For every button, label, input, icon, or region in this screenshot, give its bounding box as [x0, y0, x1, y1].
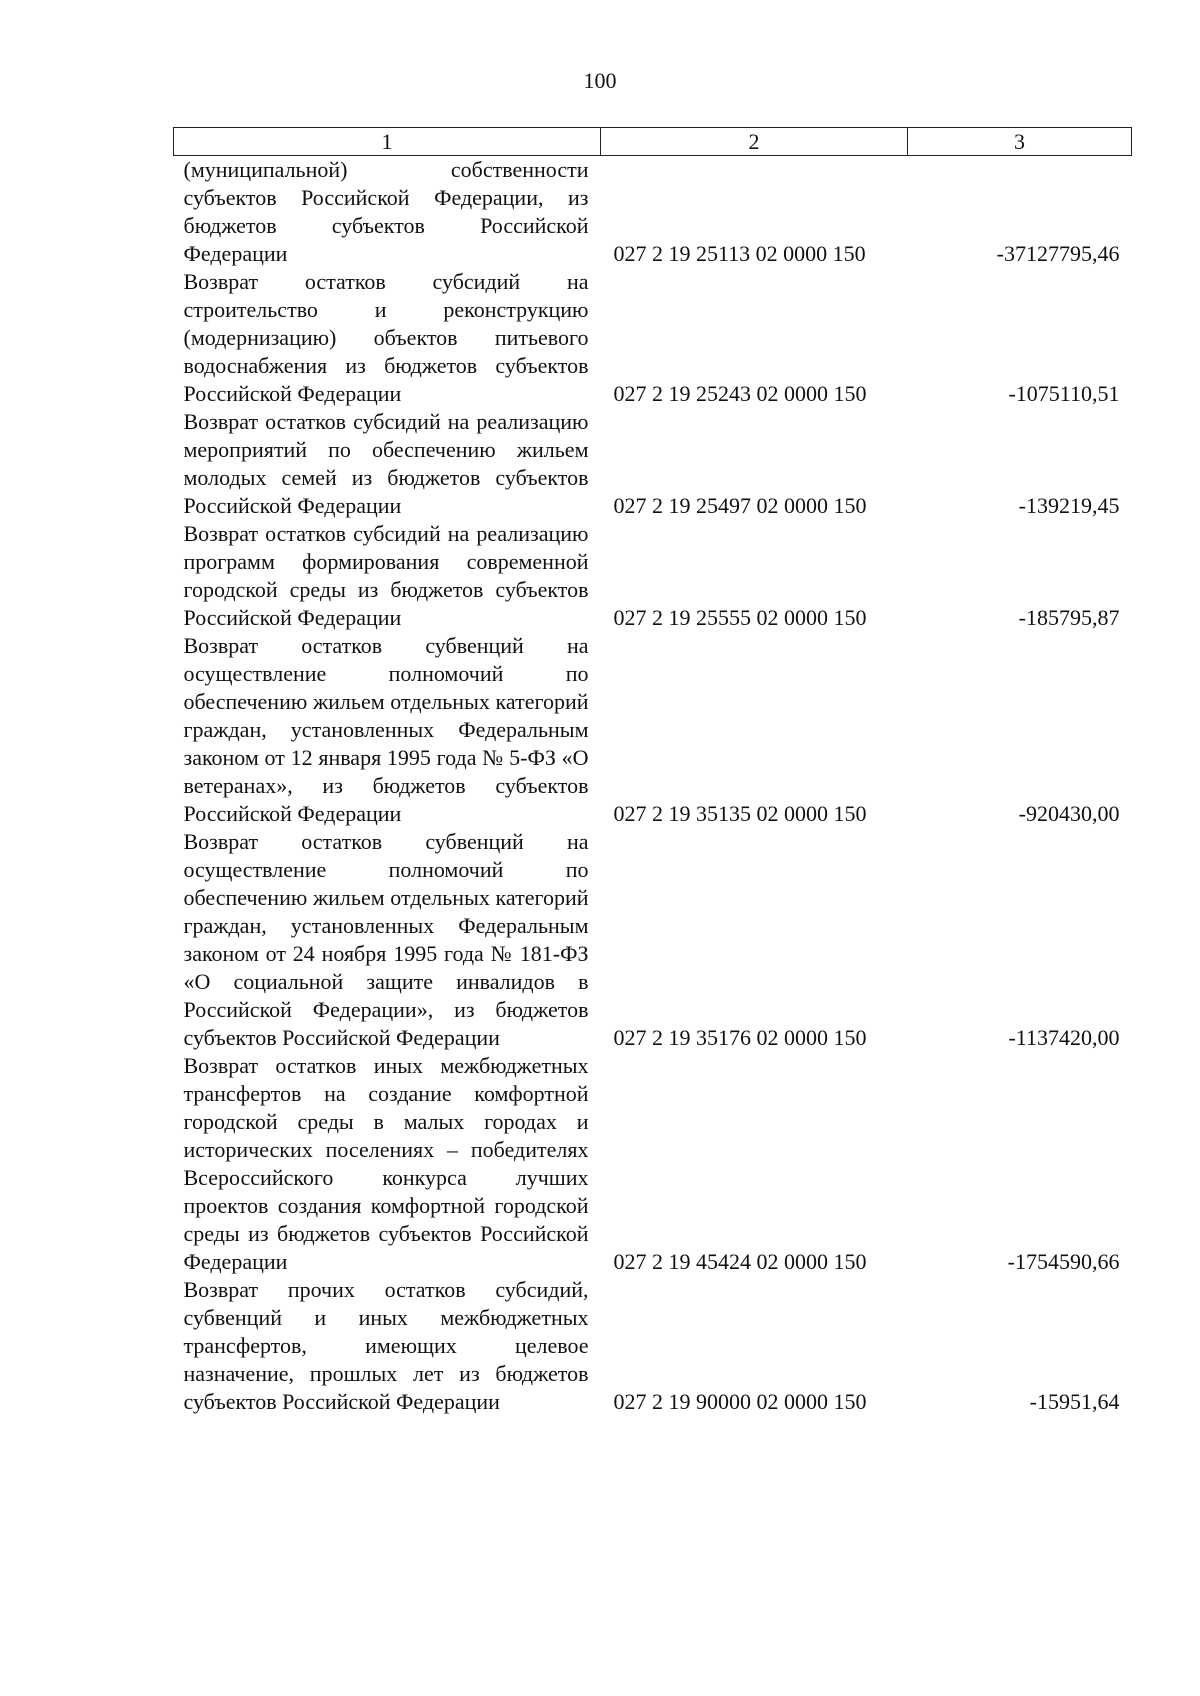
row-amount: -1137420,00: [1008, 1025, 1120, 1050]
table-row: [174, 632, 1132, 828]
budget-table: [173, 127, 1132, 1416]
table-row: [174, 520, 1132, 632]
row-amount: -920430,00: [1018, 801, 1120, 826]
table-row: [174, 1052, 1132, 1276]
row-description: Возврат остатков субвенций на осуществление полномочий по обеспечению жильем отдельных категорий граждан, установленных Федеральным законом от 12 января 1995 года № 5-ФЗ «О ветеранах», из бюджетов субъектов Российской Федерации: [183, 633, 589, 826]
row-code: 027 2 19 90000 02 0000 150: [613, 1389, 867, 1414]
row-code: 027 2 19 35135 02 0000 150: [613, 801, 867, 826]
row-code: 027 2 19 25113 02 0000 150: [613, 241, 866, 266]
row-amount: -1075110,51: [1008, 381, 1120, 406]
row-code: 027 2 19 25555 02 0000 150: [613, 605, 867, 630]
row-description: Возврат остатков субсидий на строительство и реконструкцию (модернизацию) объектов питьевого водоснабжения из бюджетов субъектов Российской Федерации: [183, 269, 589, 406]
column-header-2: 2: [601, 128, 908, 156]
row-amount: -185795,87: [1018, 605, 1120, 630]
row-description: (муниципальной) собственности субъектов Российской Федерации, из бюджетов субъектов Российской Федерации: [183, 157, 589, 266]
table-row: [174, 156, 1132, 269]
row-amount: -15951,64: [1029, 1389, 1120, 1414]
row-amount: -37127795,46: [996, 241, 1120, 266]
table-row: [174, 828, 1132, 1052]
row-amount: -1754590,66: [1007, 1249, 1120, 1274]
page-number: 100: [583, 68, 617, 93]
row-code: 027 2 19 45424 02 0000 150: [613, 1249, 867, 1274]
row-description: Возврат остатков субсидий на реализацию мероприятий по обеспечению жильем молодых семей из бюджетов субъектов Российской Федерации: [183, 409, 589, 518]
row-code: 027 2 19 25243 02 0000 150: [613, 381, 867, 406]
row-code: 027 2 19 25497 02 0000 150: [613, 493, 867, 518]
column-header-3: 3: [908, 128, 1132, 156]
row-description: Возврат прочих остатков субсидий, субвенций и иных межбюджетных трансфертов, имеющих целевое назначение, прошлых лет из бюджетов субъектов Российской Федерации: [183, 1277, 589, 1414]
table-row: [174, 268, 1132, 408]
row-description: Возврат остатков субвенций на осуществление полномочий по обеспечению жильем отдельных категорий граждан, установленных Федеральным законом от 24 ноября 1995 года № 181-ФЗ «О социальной защите инвалидов в Российской Федерации», из бюджетов субъектов Российской Федерации: [183, 829, 589, 1050]
table-row: [174, 408, 1132, 520]
table-row: [174, 1276, 1132, 1416]
table-header-row: [174, 128, 1132, 156]
column-header-1: 1: [174, 128, 601, 156]
row-code: 027 2 19 35176 02 0000 150: [613, 1025, 867, 1050]
row-description: Возврат остатков субсидий на реализацию программ формирования современной городской среды из бюджетов субъектов Российской Федерации: [183, 521, 589, 630]
row-description: Возврат остатков иных межбюджетных трансфертов на создание комфортной городской среды в малых городах и исторических поселениях – победителях Всероссийского конкурса лучших проектов создания комфортной городской среды из бюджетов субъектов Российской Федерации: [183, 1053, 589, 1274]
row-amount: -139219,45: [1018, 493, 1120, 518]
